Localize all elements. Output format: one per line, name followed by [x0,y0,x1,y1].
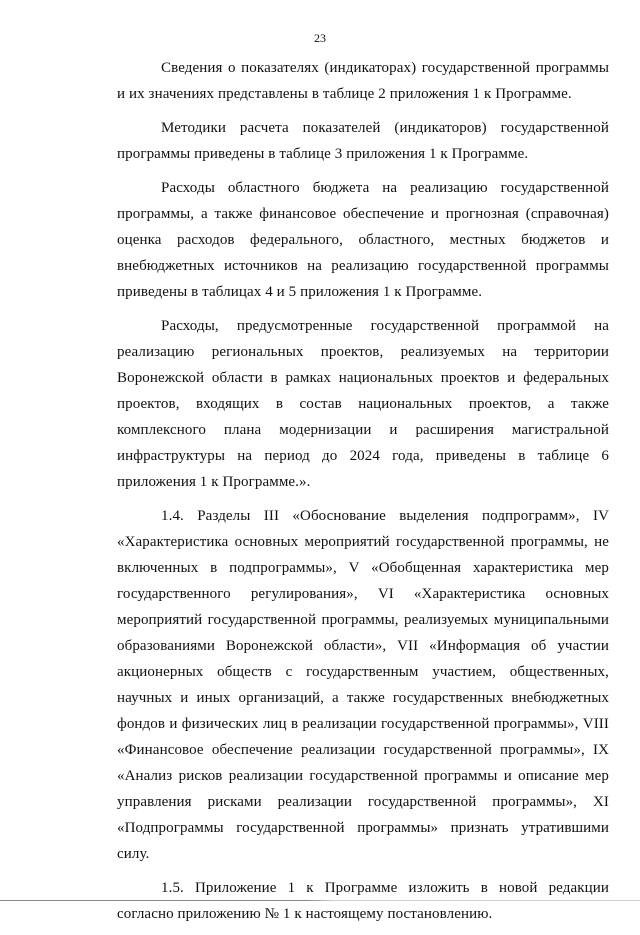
paragraph-indicators-info: Сведения о показателях (индикаторах) государственной программы и их значениях представлены в таблице 2 приложения 1 к Программе. [117,60,609,102]
paragraph-regional-budget-expenses: Расходы областного бюджета на реализацию государственной программы, а также финансовое обеспечение и прогнозная (справочная) оценка расходов федерального, областного, местных бюджетов и внебюджетных источников на реализацию государственной программы приведены в таблицах 4 и 5 приложения 1 к Программе. [117,180,609,300]
paragraph-item-1-4: 1.4. Разделы III «Обоснование выделения подпрограмм», IV «Характеристика основных мероприятий государственной программы, не включенных в подпрограммы», V «Обобщенная характеристика мер государственного регулирования», VI «Характеристика основных мероприятий государственной программы, реализуемых муниципальными образованиями Воронежской области», VII «Информация об участии акционерных обществ с государственным участием, общественных, научных и иных организаций, а также государственных внебюджетных фондов и физических лиц в реализации государственной программы», VIII «Финансовое обеспечение реализации государственной программы», IX «Анализ рисков реализации государственной программы и описание мер управления рисками реализации государственной программы», XI «Подпрограммы государственной программы» признать утратившими силу. [117,508,609,862]
paragraph-calculation-methods: Методики расчета показателей (индикаторов) государственной программы приведены в таблице 3 приложения 1 к Программе. [117,120,609,162]
page-number: 23 [314,31,326,45]
paragraph-regional-projects-expenses: Расходы, предусмотренные государственной программой на реализацию региональных проектов, реализуемых на территории Воронежской области в рамках национальных проектов и федеральных проектов, входящих в состав национальных проектов, а также комплексного плана модернизации и расширения магистральной инфраструктуры на период до 2024 года, приведены в таблице 6 приложения 1 к Программе.». [117,318,609,490]
paragraph-item-1-5: 1.5. Приложение 1 к Программе изложить в новой редакции согласно приложению № 1 к настоящему постановлению. [117,880,609,922]
scan-edge-line [0,900,640,901]
document-body [117,55,609,935]
